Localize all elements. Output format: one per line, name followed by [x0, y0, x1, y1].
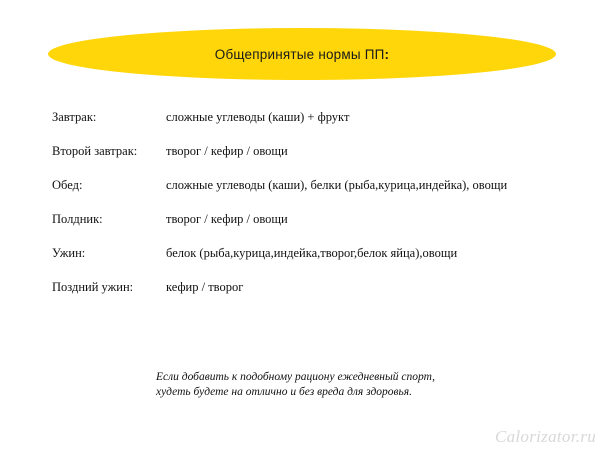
list-item [0, 110, 604, 144]
page-title-suffix: : [384, 46, 390, 62]
meal-label: Завтрак: [52, 110, 97, 124]
meal-label: Второй завтрак: [52, 144, 138, 158]
meal-label: Полдник: [52, 212, 103, 226]
meal-list [0, 110, 604, 314]
meal-value: кефир / творог [166, 280, 244, 294]
footnote [156, 370, 435, 400]
list-item [0, 144, 604, 178]
meal-label: Ужин: [52, 246, 86, 260]
page-title [215, 47, 389, 62]
meal-value: сложные углеводы (каши) + фрукт [166, 110, 350, 124]
meal-label: Обед: [52, 178, 83, 192]
meal-value: творог / кефир / овощи [166, 212, 288, 226]
title-banner [48, 28, 556, 80]
meal-value: творог / кефир / овощи [166, 144, 288, 158]
list-item [0, 246, 604, 280]
meal-label: Поздний ужин: [52, 280, 134, 294]
page-title-main: Общепринятые нормы ПП [214, 46, 385, 62]
meal-value: сложные углеводы (каши), белки (рыба,курица,индейка), овощи [166, 178, 508, 192]
list-item [0, 280, 604, 314]
watermark: Calorizator.ru [494, 427, 596, 446]
footnote-line-1: Если добавить к подобному рациону ежедневный спорт, [156, 371, 436, 383]
list-item [0, 178, 604, 212]
meal-value: белок (рыба,курица,индейка,творог,белок яйца),овощи [166, 246, 458, 260]
list-item [0, 212, 604, 246]
footnote-line-2: худеть будете на отлично и без вреда для здоровья. [156, 386, 412, 398]
